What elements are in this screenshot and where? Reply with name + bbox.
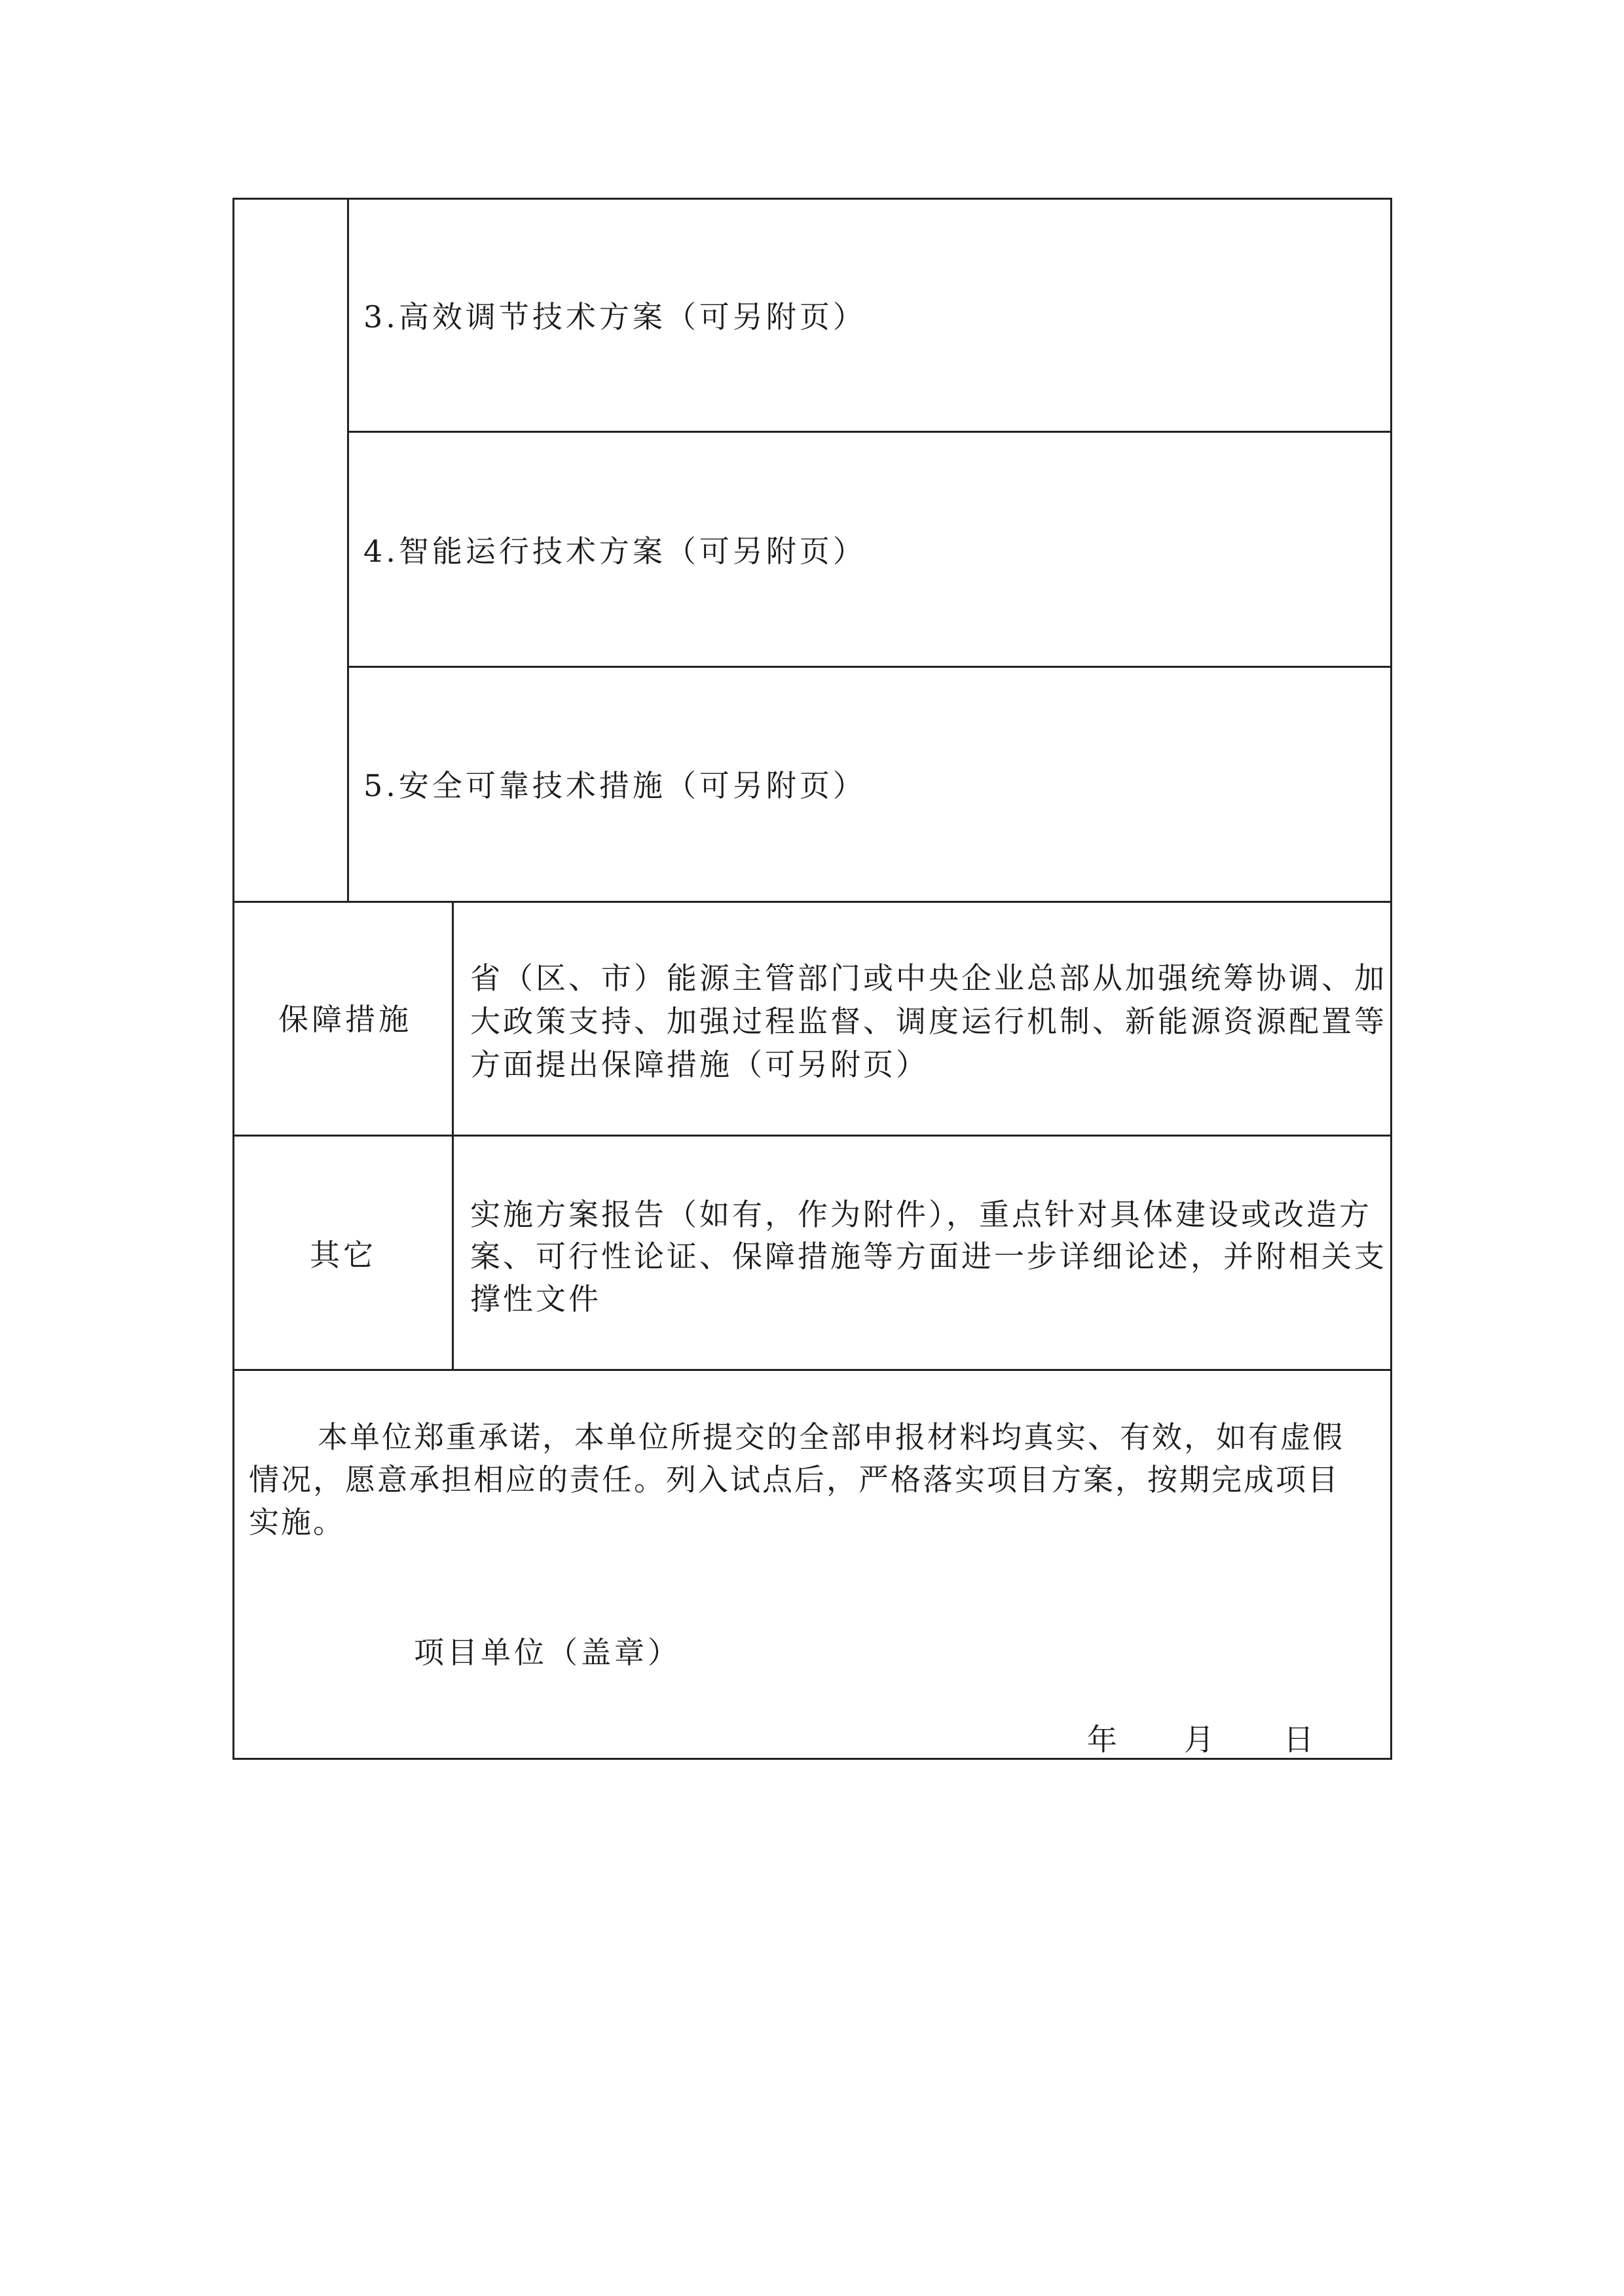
table-divider [452,901,454,1370]
commitment-line-2: 情况，愿意承担相应的责任。列入试点后，严格落实项目方案，按期完成项目 [249,1462,1340,1497]
guarantee-label: 保障措施 [278,1002,412,1037]
seal-label: 项目单位（盖章） [414,1635,681,1670]
commitment-line-3: 实施。 [249,1504,345,1540]
table-divider [232,901,1392,903]
guarantee-line-3: 方面提出保障措施（可另附页） [470,1047,929,1082]
other-label: 其它 [310,1237,377,1273]
date-month: 月 [1184,1722,1217,1757]
table-divider [232,1369,1392,1371]
guarantee-line-2: 大政策支持、加强过程监督、调度运行机制、新能源资源配置等 [470,1004,1387,1039]
item-5-text: 5.安全可靠技术措施（可另附页） [363,768,866,803]
table-divider [347,431,1392,433]
date-year: 年 [1087,1722,1120,1757]
table-divider [232,1135,1392,1137]
guarantee-line-1: 省（区、市）能源主管部门或中央企业总部从加强统筹协调、加 [470,960,1387,996]
table-divider [347,666,1392,668]
other-line-1: 实施方案报告（如有，作为附件），重点针对具体建设或改造方 [470,1197,1372,1232]
date-day: 日 [1283,1722,1317,1757]
table-divider [347,198,349,902]
commitment-line-1: 本单位郑重承诺，本单位所提交的全部申报材料均真实、有效，如有虚假 [318,1419,1344,1455]
other-line-2: 案、可行性论证、保障措施等方面进一步详细论述，并附相关支 [470,1239,1387,1274]
item-4-text: 4.智能运行技术方案（可另附页） [363,534,866,569]
item-3-text: 3.高效调节技术方案（可另附页） [363,299,866,335]
other-line-3: 撑性文件 [470,1281,601,1317]
